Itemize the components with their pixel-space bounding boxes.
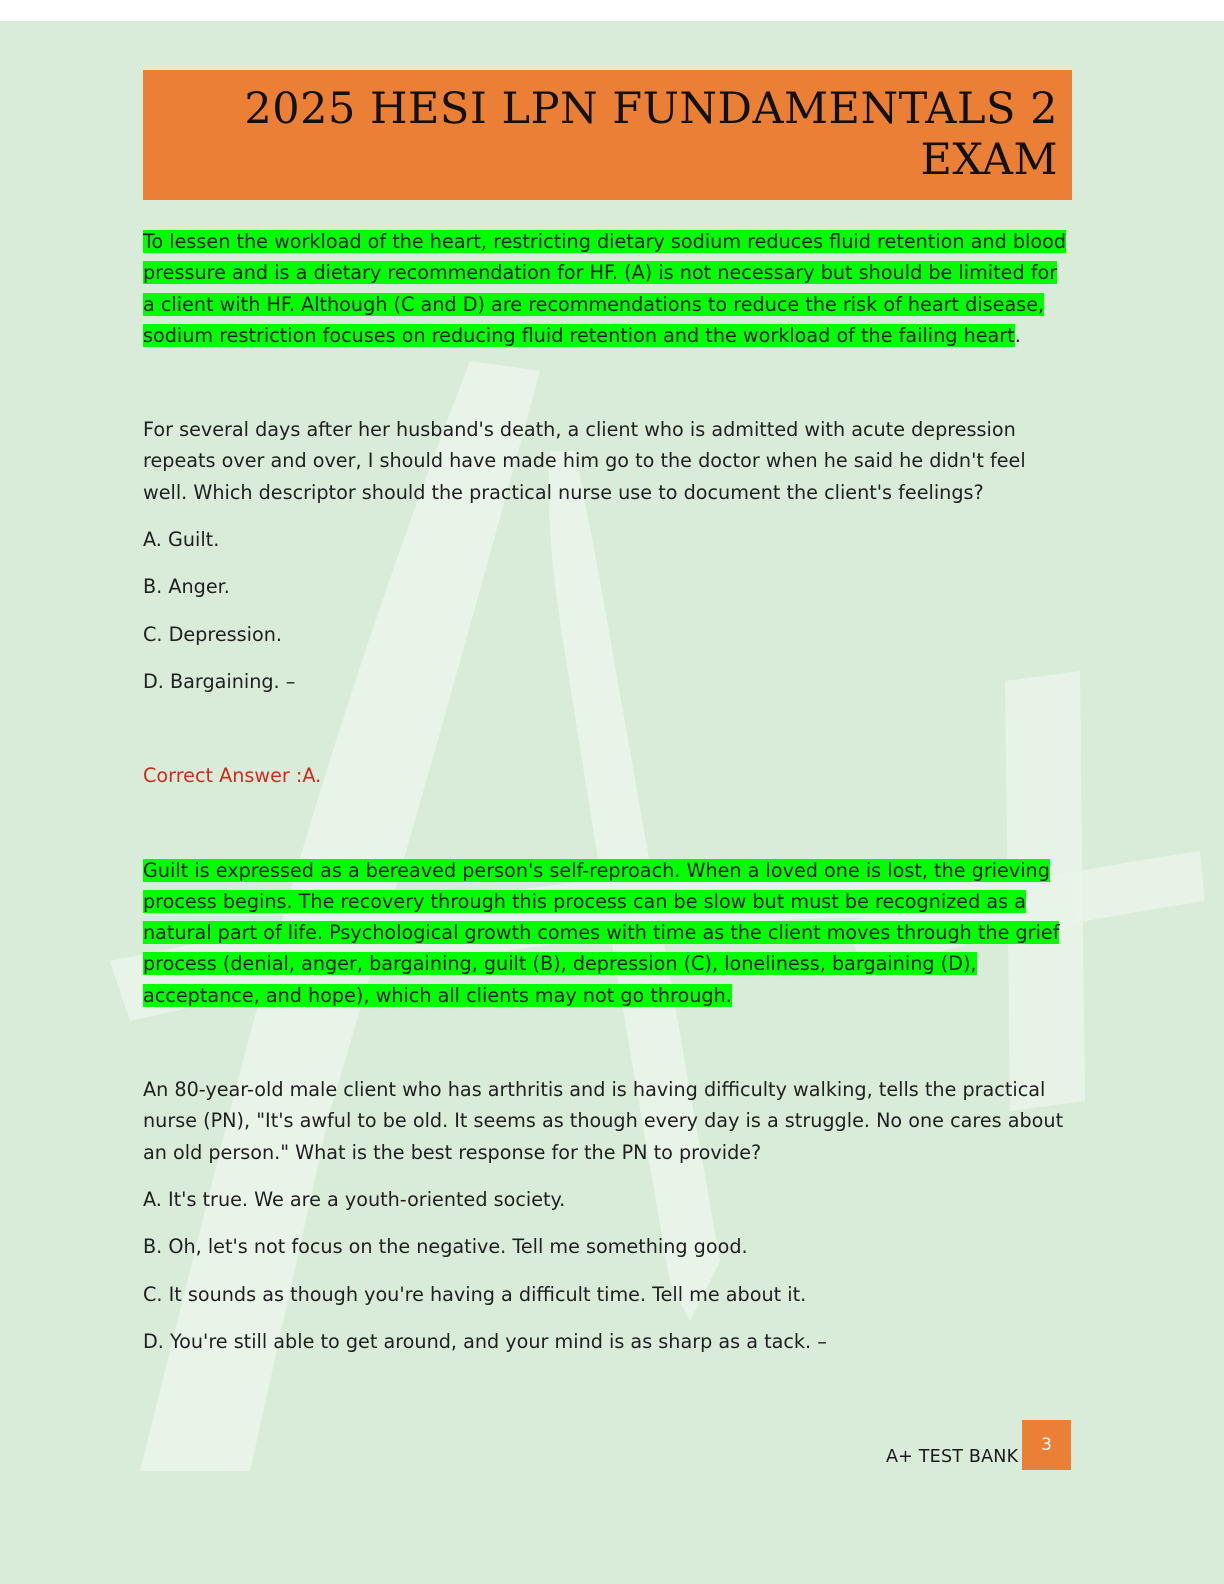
title-line-1: 2025 HESI LPN FUNDAMENTALS 2 <box>244 84 1058 134</box>
question-2-option-d: D. You're still able to get around, and your mind is as sharp as a tack. – <box>143 1329 827 1353</box>
document-body <box>143 226 1073 1357</box>
question-1-rationale-highlight: Guilt is expressed as a bereaved person's self-reproach. When a loved one is lost, the grieving process begins. The recovery through this process can be slow but must be recognized as a natural part of life. Psychological growth comes with time as the client moves through the grief process (denial, anger, bargaining, guilt (B), depression (C), loneliness, bargaining (D), acceptance, and hope), which all clients may not go through. <box>143 858 1060 1007</box>
page-number: 3 <box>1022 1420 1071 1470</box>
intro-rationale-period: . <box>1014 323 1021 347</box>
question-2-option-c: C. It sounds as though you're having a difficult time. Tell me about it. <box>143 1282 807 1306</box>
question-2-stem: An 80-year-old male client who has arthritis and is having difficulty walking, tells the practical nurse (PN), "It's awful to be old. It seems as though every day is a struggle. No one cares about an old person." What is the best response for the PN to provide? <box>143 1078 1064 1164</box>
intro-rationale-highlight: To lessen the workload of the heart, restricting dietary sodium reduces fluid retention and blood pressure and is a dietary recommendation for HF. (A) is not necessary but should be limited for a client with HF. Although (C and D) are recommendations to reduce the risk of heart disease, sodium restriction focuses on reducing fluid retention and the workload of the failing heart <box>143 230 1067 347</box>
title-line-2: EXAM <box>920 135 1058 185</box>
question-1-correct-answer: Correct Answer :A. <box>143 764 322 788</box>
page-title <box>143 84 1058 186</box>
page <box>0 21 1224 1584</box>
intro-rationale <box>143 226 1073 351</box>
question-1-stem: For several days after her husband's death, a client who is admitted with acute depression repeats over and over, I should have made him go to the doctor when he said he didn't feel well. Which descriptor should the practical nurse use to document the client's feelings? <box>143 418 1026 504</box>
question-1-option-a: A. Guilt. <box>143 528 220 552</box>
question-1-rationale <box>143 855 1073 1011</box>
question-2-option-a: A. It's true. We are a youth-oriented society. <box>143 1187 566 1211</box>
question-1-option-d: D. Bargaining. – <box>143 669 296 693</box>
title-banner <box>143 70 1072 200</box>
footer-label: A+ TEST BANK <box>886 1447 1019 1467</box>
question-1-option-c: C. Depression. <box>143 622 282 646</box>
question-2-option-b: B. Oh, let's not focus on the negative. Tell me something good. <box>143 1235 748 1259</box>
question-1-option-b: B. Anger. <box>143 575 230 599</box>
